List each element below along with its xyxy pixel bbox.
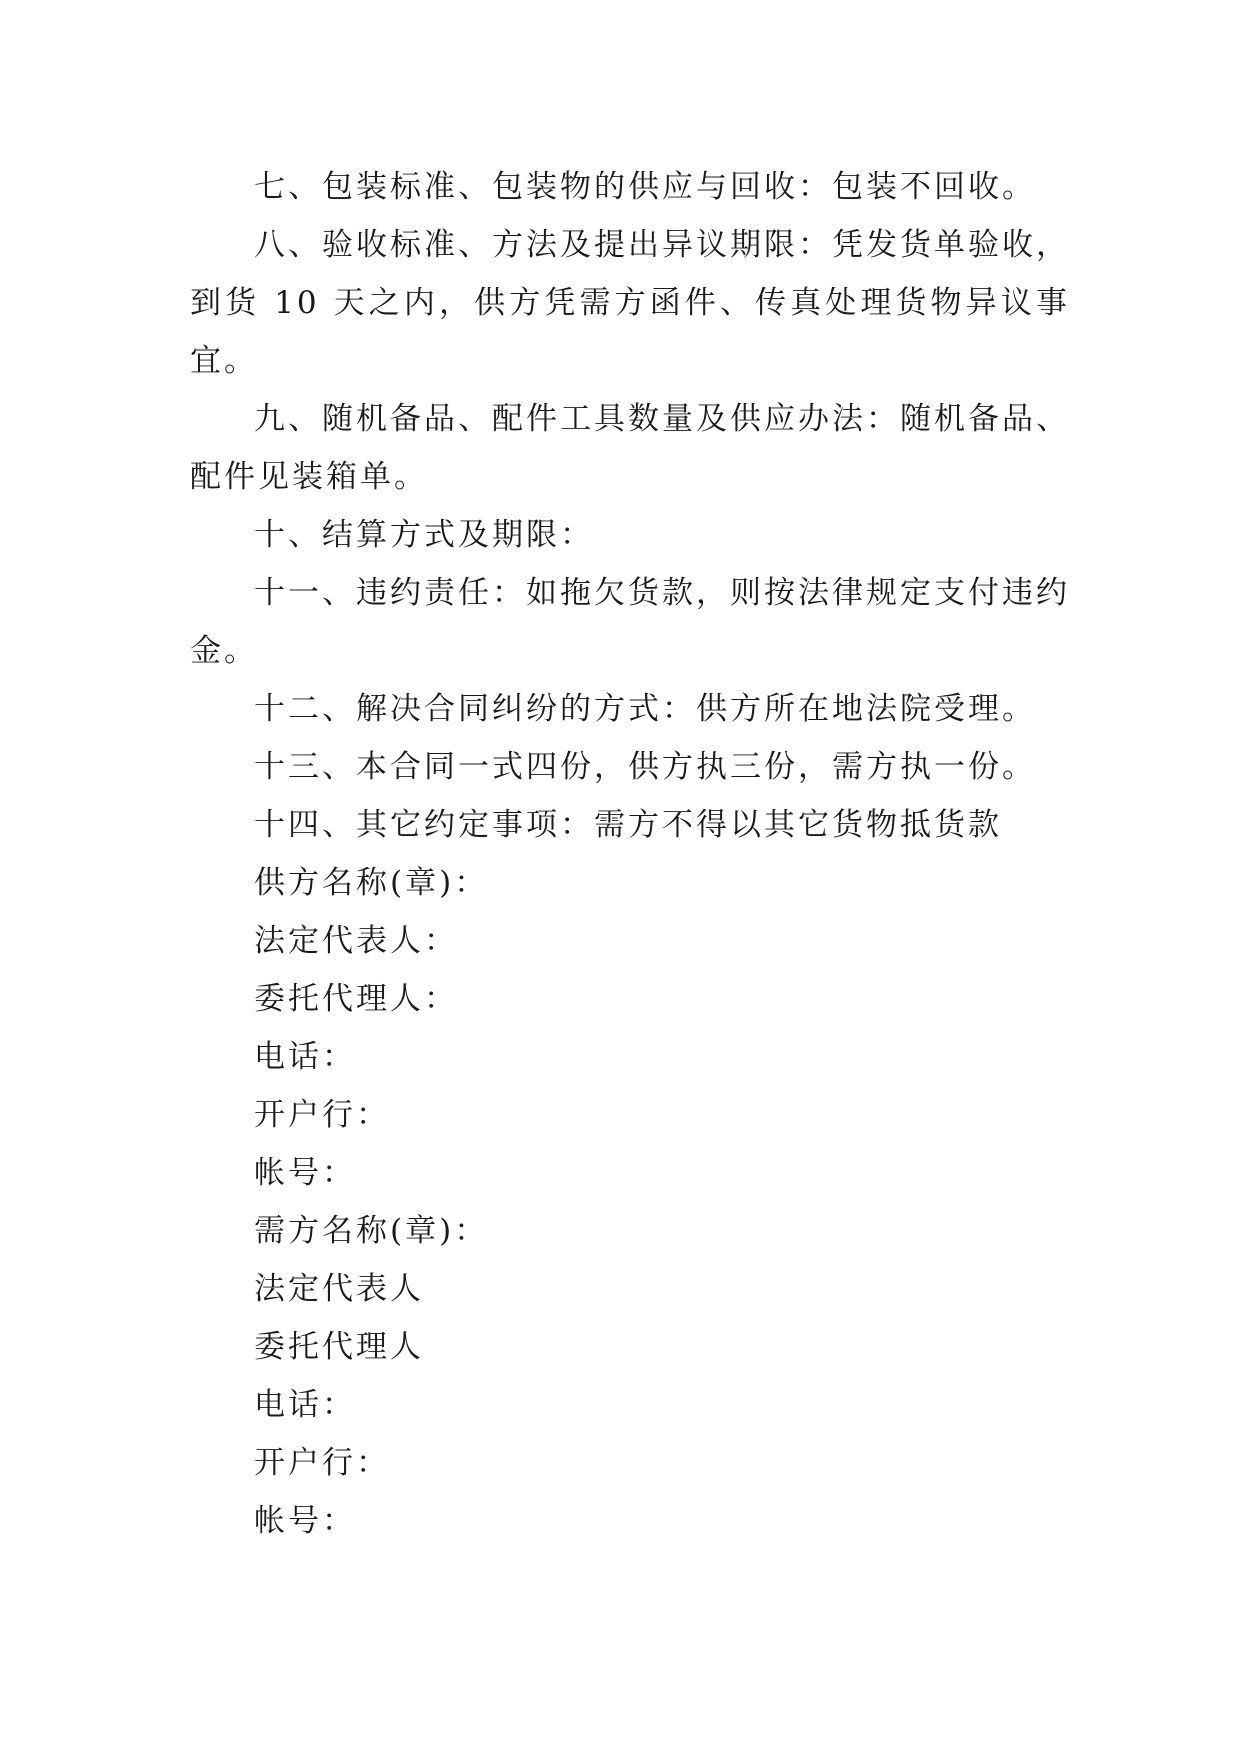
clause-12: 十二、解决合同纠纷的方式：供方所在地法院受理。: [254, 691, 1036, 727]
buyer-agent-label: 委托代理人: [254, 1329, 424, 1365]
buyer-signature-block: [190, 1202, 1070, 1550]
buyer-name-label: 需方名称(章)：: [254, 1213, 489, 1249]
clause-8: 八、验收标准、方法及提出异议期限：凭发货单验收，到货 10 天之内，供方凭需方函件、传真处理货物异议事宜。: [190, 227, 1070, 379]
clause-7: 七、包装标准、包装物的供应与回收：包装不回收。: [254, 169, 1036, 205]
supplier-legal-rep-label: 法定代表人：: [254, 923, 458, 959]
clause-9: 九、随机备品、配件工具数量及供应办法：随机备品、配件见装箱单。: [190, 401, 1070, 495]
buyer-legal-rep-label: 法定代表人: [254, 1271, 424, 1307]
clause-14: 十四、其它约定事项：需方不得以其它货物抵货款: [254, 807, 1002, 843]
supplier-bank-label: 开户行：: [254, 1097, 390, 1133]
supplier-signature-block: [190, 854, 1070, 1202]
buyer-phone-label: 电话：: [254, 1387, 356, 1423]
buyer-account-label: 帐号：: [254, 1503, 356, 1539]
buyer-bank-label: 开户行：: [254, 1445, 390, 1481]
clause-11: 十一、违约责任：如拖欠货款，则按法律规定支付违约金。: [190, 575, 1070, 669]
contract-body: [190, 158, 1070, 1550]
clause-13: 十三、本合同一式四份，供方执三份，需方执一份。: [254, 749, 1036, 785]
supplier-agent-label: 委托代理人：: [254, 981, 458, 1017]
clause-10: 十、结算方式及期限：: [254, 517, 594, 553]
supplier-name-label: 供方名称(章)：: [254, 865, 489, 901]
supplier-account-label: 帐号：: [254, 1155, 356, 1191]
supplier-phone-label: 电话：: [254, 1039, 356, 1075]
